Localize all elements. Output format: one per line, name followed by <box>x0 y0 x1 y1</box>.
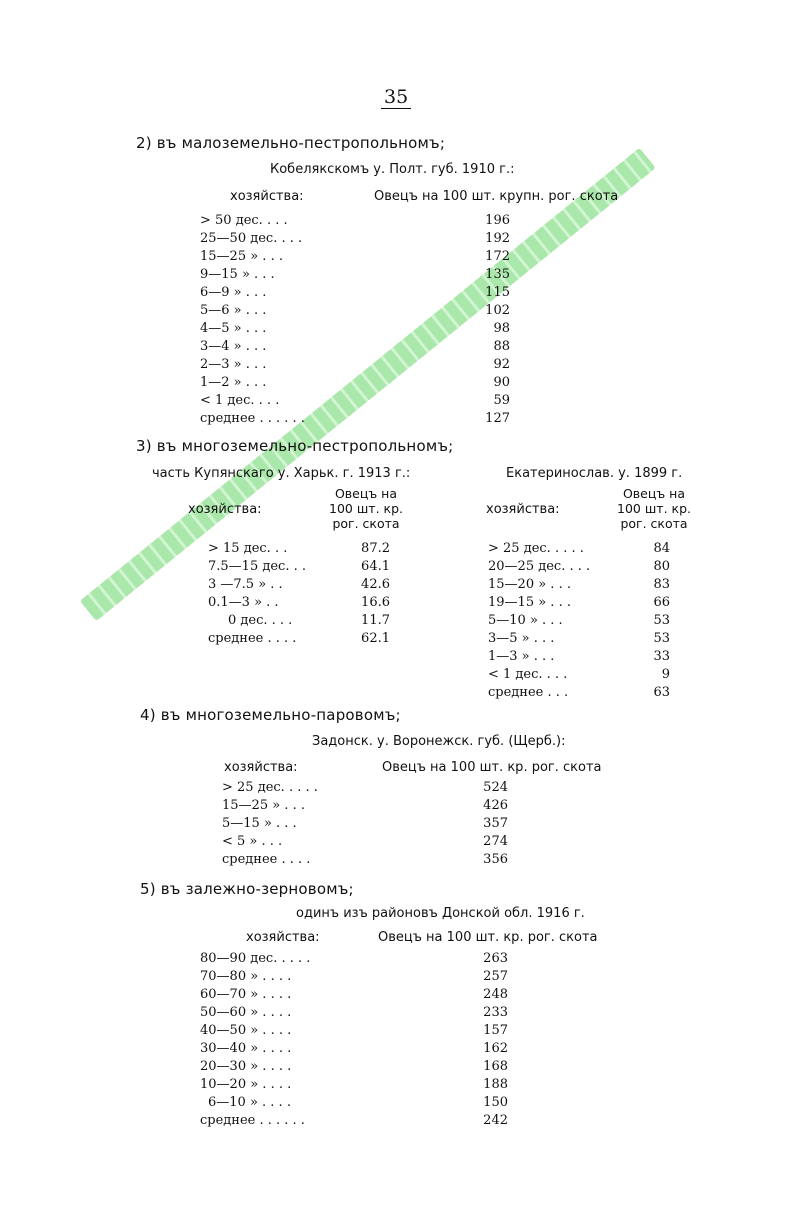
val-label-line: Овецъ на <box>622 486 686 501</box>
table-row-label: 9—15 » . . . <box>200 267 275 282</box>
table-row-label: 4—5 » . . . <box>200 321 267 336</box>
table-row-value: 83 <box>653 577 670 592</box>
val-label-line: рог. скота <box>620 516 688 531</box>
section-4-source: Задонск. у. Воронежск. губ. (Щерб.): <box>312 734 566 749</box>
section-2-values <box>460 212 510 428</box>
table-row-label: 6—9 » . . . <box>200 285 267 300</box>
table-row-label: 3 —7.5 » . . <box>208 577 283 592</box>
table-row-value: 59 <box>493 393 510 408</box>
section-2-col-label: хозяйства: <box>230 189 304 204</box>
val-label-line: Овецъ на <box>334 486 398 501</box>
section-2-heading: 2) въ малоземельно-пестропольномъ; <box>136 134 446 152</box>
table-row-value: 188 <box>483 1077 508 1092</box>
table-row-label: > 50 дес. . . . <box>200 213 288 228</box>
table-row-value: 90 <box>493 375 510 390</box>
table-row-label: 0.1—3 » . . <box>208 595 279 610</box>
val-label-line: 100 шт. кр. <box>329 501 403 516</box>
section-5-col-label: хозяйства: <box>246 930 320 945</box>
table-row-value: 92 <box>493 357 510 372</box>
table-row-value: 33 <box>653 649 670 664</box>
table-row-value: 63 <box>653 685 670 700</box>
page-number: 35 <box>381 86 411 109</box>
section-3-left-val-label <box>318 486 414 531</box>
section-4-heading: 4) въ многоземельно-паровомъ; <box>140 706 401 724</box>
table-row-label: 5—15 » . . . <box>222 816 297 831</box>
table-row-value: 192 <box>485 231 510 246</box>
table-row-label: < 1 дес. . . . <box>488 667 568 682</box>
table-row-value: 263 <box>483 951 508 966</box>
section-3-right-col-label: хозяйства: <box>486 502 560 517</box>
section-2-val-label: Овецъ на 100 шт. крупн. рог. скота <box>374 189 619 204</box>
section-2-source: Кобелякскомъ у. Полт. губ. 1910 г.: <box>270 162 515 177</box>
table-row-value: 157 <box>483 1023 508 1038</box>
table-row-label: 15—25 » . . . <box>222 798 305 813</box>
section-3-right-source: Екатеринослав. у. 1899 г. <box>506 466 683 481</box>
table-row-label: 60—70 » . . . . <box>200 987 292 1002</box>
table-row-value: 11.7 <box>361 613 390 628</box>
table-row-label: 15—25 » . . . <box>200 249 283 264</box>
section-3-left-labels <box>208 540 328 648</box>
table-row-label: 15—20 » . . . <box>488 577 571 592</box>
table-row-label: 5—6 » . . . <box>200 303 267 318</box>
table-row-value: 233 <box>483 1005 508 1020</box>
section-3-right-values <box>640 540 670 702</box>
table-row-value: 172 <box>485 249 510 264</box>
table-row-value: 84 <box>653 541 670 556</box>
table-row-value: 88 <box>493 339 510 354</box>
table-row-value: 356 <box>483 852 508 867</box>
section-5-labels <box>200 950 350 1130</box>
table-row-value: 9 <box>661 667 670 682</box>
table-row-value: 162 <box>483 1041 508 1056</box>
table-row-label: 20—30 » . . . . <box>200 1059 292 1074</box>
table-row-label: 3—4 » . . . <box>200 339 267 354</box>
table-row-value: 127 <box>485 411 510 426</box>
val-label-line: рог. скота <box>332 516 400 531</box>
section-5-heading: 5) въ залежно-зерновомъ; <box>140 880 354 898</box>
table-row-value: 357 <box>483 816 508 831</box>
table-row-value: 274 <box>483 834 508 849</box>
section-2-labels <box>200 212 350 428</box>
table-row-label: 70—80 » . . . . <box>200 969 292 984</box>
table-row-label: > 25 дес. . . . . <box>222 780 318 795</box>
table-row-value: 66 <box>653 595 670 610</box>
section-3-heading: 3) въ многоземельно-пестропольномъ; <box>136 437 454 455</box>
section-5-source: одинъ изъ районовъ Донской обл. 1916 г. <box>296 906 585 921</box>
table-row-value: 53 <box>653 631 670 646</box>
table-row-value: 87.2 <box>361 541 390 556</box>
table-row-value: 196 <box>485 213 510 228</box>
val-label-line: 100 шт. кр. <box>617 501 691 516</box>
table-row-label: 3—5 » . . . <box>488 631 555 646</box>
table-row-label: 19—15 » . . . <box>488 595 571 610</box>
table-row-label: среднее . . . . . . <box>200 411 305 426</box>
section-4-col-label: хозяйства: <box>224 760 298 775</box>
table-row-value: 248 <box>483 987 508 1002</box>
table-row-label: 10—20 » . . . . <box>200 1077 292 1092</box>
table-row-label: > 25 дес. . . . . <box>488 541 584 556</box>
table-row-label: < 1 дес. . . . <box>200 393 280 408</box>
table-row-value: 242 <box>483 1113 508 1128</box>
table-row-label: 7.5—15 дес. . . <box>208 559 306 574</box>
table-row-label: 2—3 » . . . <box>200 357 267 372</box>
section-5-val-label: Овецъ на 100 шт. кр. рог. скота <box>378 930 598 945</box>
table-row-label: 20—25 дес. . . . <box>488 559 591 574</box>
table-row-value: 257 <box>483 969 508 984</box>
table-row-value: 53 <box>653 613 670 628</box>
table-row-value: 42.6 <box>361 577 390 592</box>
table-row-label: среднее . . . . <box>222 852 311 867</box>
table-row-value: 135 <box>485 267 510 282</box>
table-row-label: 1—2 » . . . <box>200 375 267 390</box>
table-row-label: 1—3 » . . . <box>488 649 555 664</box>
table-row-label: 50—60 » . . . . <box>200 1005 292 1020</box>
table-row-value: 426 <box>483 798 508 813</box>
table-row-value: 98 <box>493 321 510 336</box>
table-row-label: 80—90 дес. . . . . <box>200 951 311 966</box>
table-row-label: 0 дес. . . . <box>228 613 293 628</box>
section-5-values <box>466 950 508 1130</box>
table-row-label: среднее . . . <box>488 685 569 700</box>
table-row-value: 16.6 <box>361 595 390 610</box>
table-row-label: среднее . . . . <box>208 631 297 646</box>
section-4-val-label: Овецъ на 100 шт. кр. рог. скота <box>382 760 602 775</box>
table-row-label: 25—50 дес. . . . <box>200 231 303 246</box>
table-row-label: среднее . . . . . . <box>200 1113 305 1128</box>
table-row-value: 102 <box>485 303 510 318</box>
table-row-label: < 5 » . . . <box>222 834 283 849</box>
section-3-right-labels <box>488 540 608 702</box>
section-4-values <box>466 779 508 869</box>
table-row-value: 115 <box>485 285 510 300</box>
table-row-label: 40—50 » . . . . <box>200 1023 292 1038</box>
table-row-value: 524 <box>483 780 508 795</box>
table-row-label: > 15 дес. . . <box>208 541 288 556</box>
section-3-right-val-label <box>606 486 702 531</box>
table-row-label: 5—10 » . . . <box>488 613 563 628</box>
table-row-label: 6—10 » . . . . <box>208 1095 291 1110</box>
table-row-value: 62.1 <box>361 631 390 646</box>
section-3-left-col-label: хозяйства: <box>188 502 262 517</box>
section-4-labels <box>222 779 352 869</box>
table-row-value: 168 <box>483 1059 508 1074</box>
section-3-left-source: часть Купянскаго у. Харьк. г. 1913 г.: <box>152 466 411 481</box>
section-3-left-values <box>346 540 390 648</box>
table-row-value: 150 <box>483 1095 508 1110</box>
table-row-value: 80 <box>653 559 670 574</box>
table-row-value: 64.1 <box>361 559 390 574</box>
table-row-label: 30—40 » . . . . <box>200 1041 292 1056</box>
